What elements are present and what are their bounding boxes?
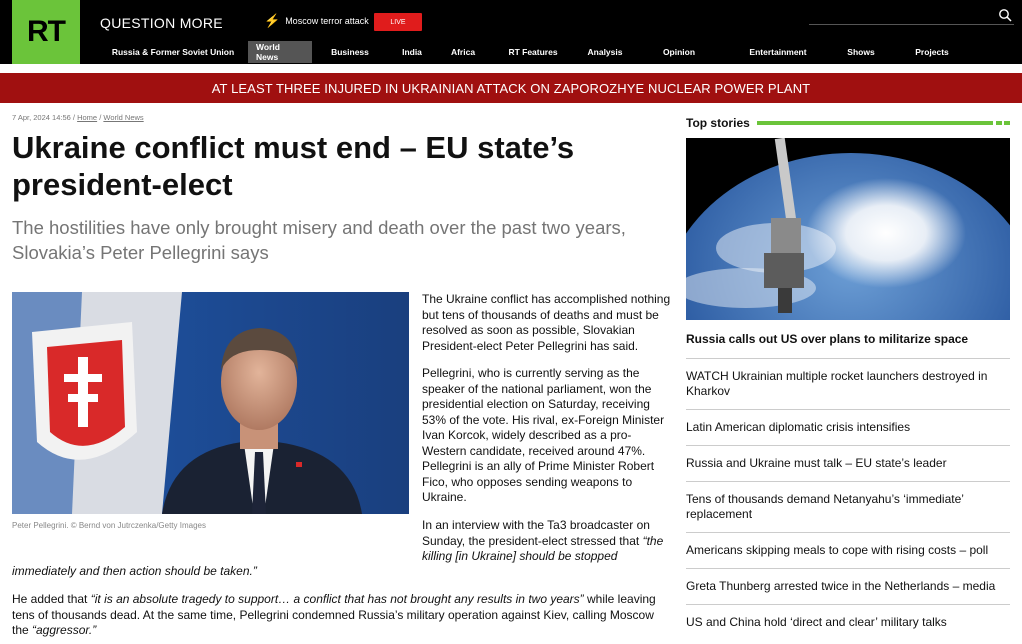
top-stories-divider — [757, 121, 993, 125]
top-story-image[interactable] — [686, 138, 1010, 320]
logo-text: RT — [27, 15, 65, 48]
carousel-dots[interactable] — [996, 121, 1010, 125]
nav-item[interactable]: Analysis — [587, 47, 623, 57]
paragraph-4: He added that “it is an absolute tragedy to support… a conflict that has not brought any results in two years” while leaving tens of thousands dead. At the same time, Pellegrini condemned Russia’s military operation against Kiev, calling Moscow the “aggressor.” — [12, 592, 656, 637]
top-story-link[interactable]: US and China hold ‘direct and clear’ military talks — [686, 604, 1010, 640]
nav-item[interactable]: Shows — [847, 47, 875, 57]
search-icon[interactable] — [998, 8, 1012, 22]
live-button[interactable]: LIVE — [374, 13, 422, 31]
nav-item[interactable]: India — [402, 47, 422, 57]
rt-logo[interactable] — [12, 0, 80, 64]
top-story-link[interactable]: WATCH Ukrainian multiple rocket launchers destroyed in Kharkov — [686, 358, 1010, 409]
main-nav — [98, 41, 974, 63]
search-input[interactable] — [809, 8, 1014, 25]
top-story-link[interactable]: Latin American diplomatic crisis intensifies — [686, 409, 1010, 445]
hot-topic-label: Moscow terror attack — [285, 16, 369, 26]
breadcrumb-section[interactable]: World News — [103, 113, 144, 122]
breadcrumb-home[interactable]: Home — [77, 113, 98, 122]
paragraph-3: In an interview with the Ta3 broadcaster on Sunday, the president-elect stressed that “the killing [in Ukraine] should be stopped — [422, 518, 664, 563]
nav-item[interactable]: Russia & Former Soviet Union — [111, 47, 235, 57]
top-story-link[interactable]: Americans skipping meals to cope with rising costs – poll — [686, 532, 1010, 568]
hot-topic-link[interactable] — [264, 13, 369, 28]
top-story-lead-link[interactable]: Russia calls out US over plans to militarize space — [686, 332, 969, 346]
nav-item[interactable]: Business — [331, 47, 369, 57]
nav-item[interactable]: RT Features — [508, 47, 558, 57]
article-title: Ukraine conflict must end – EU state’s president-elect — [12, 130, 575, 202]
breaking-news-banner[interactable]: AT LEAST THREE INJURED IN UKRAINIAN ATTACK ON ZAPOROZHYE NUCLEAR POWER PLANT — [0, 73, 1022, 103]
top-stories-list — [686, 358, 1010, 640]
publish-date: 7 Apr, 2024 14:56 — [12, 113, 71, 122]
nav-item[interactable]: Africa — [450, 47, 476, 57]
site-header — [0, 0, 1022, 64]
nav-item[interactable]: Entertainment — [749, 47, 807, 57]
tagline: QUESTION MORE — [100, 15, 223, 31]
lightning-icon: ⚡ — [264, 13, 281, 28]
article-summary: The hostilities have only brought misery and death over the past two years, Slovakia’s Peter Pellegrini says — [12, 217, 626, 263]
top-story-link[interactable]: Greta Thunberg arrested twice in the Netherlands – media — [686, 568, 1010, 604]
top-story-link[interactable]: Russia and Ukraine must talk – EU state’s leader — [686, 445, 1010, 481]
paragraph-2: Pellegrini, who is currently serving as the speaker of the national parliament, won the presidential election on Saturday, receiving 53% of the vote. His rival, ex-Foreign Minister Ivan Korcok, widely described as a pro-Western candidate, received around 47%. Pellegrini is an ally of Prime Minister Robert Fico, who opposes sending weapons to Ukraine. — [422, 366, 665, 504]
nav-item[interactable]: Opinion — [662, 47, 696, 57]
photo-caption: Peter Pellegrini. © Bernd von Jutrczenka/Getty Images — [12, 521, 206, 530]
nav-item[interactable]: World News — [248, 41, 312, 63]
article-photo — [12, 292, 409, 514]
top-stories-heading: Top stories — [686, 116, 750, 130]
article-meta: 7 Apr, 2024 14:56 / Home / World News — [12, 113, 144, 122]
nav-item[interactable]: Projects — [915, 47, 949, 57]
paragraph-1: The Ukraine conflict has accomplished nothing but tens of thousands of deaths and must be resolved as soon as possible, Slovakian President-elect Peter Pellegrini has said. — [422, 292, 671, 353]
top-story-link[interactable]: Tens of thousands demand Netanyahu’s ‘immediate’ replacement — [686, 481, 1010, 532]
paragraph-3-continued: immediately and then action should be taken.” — [12, 564, 257, 578]
